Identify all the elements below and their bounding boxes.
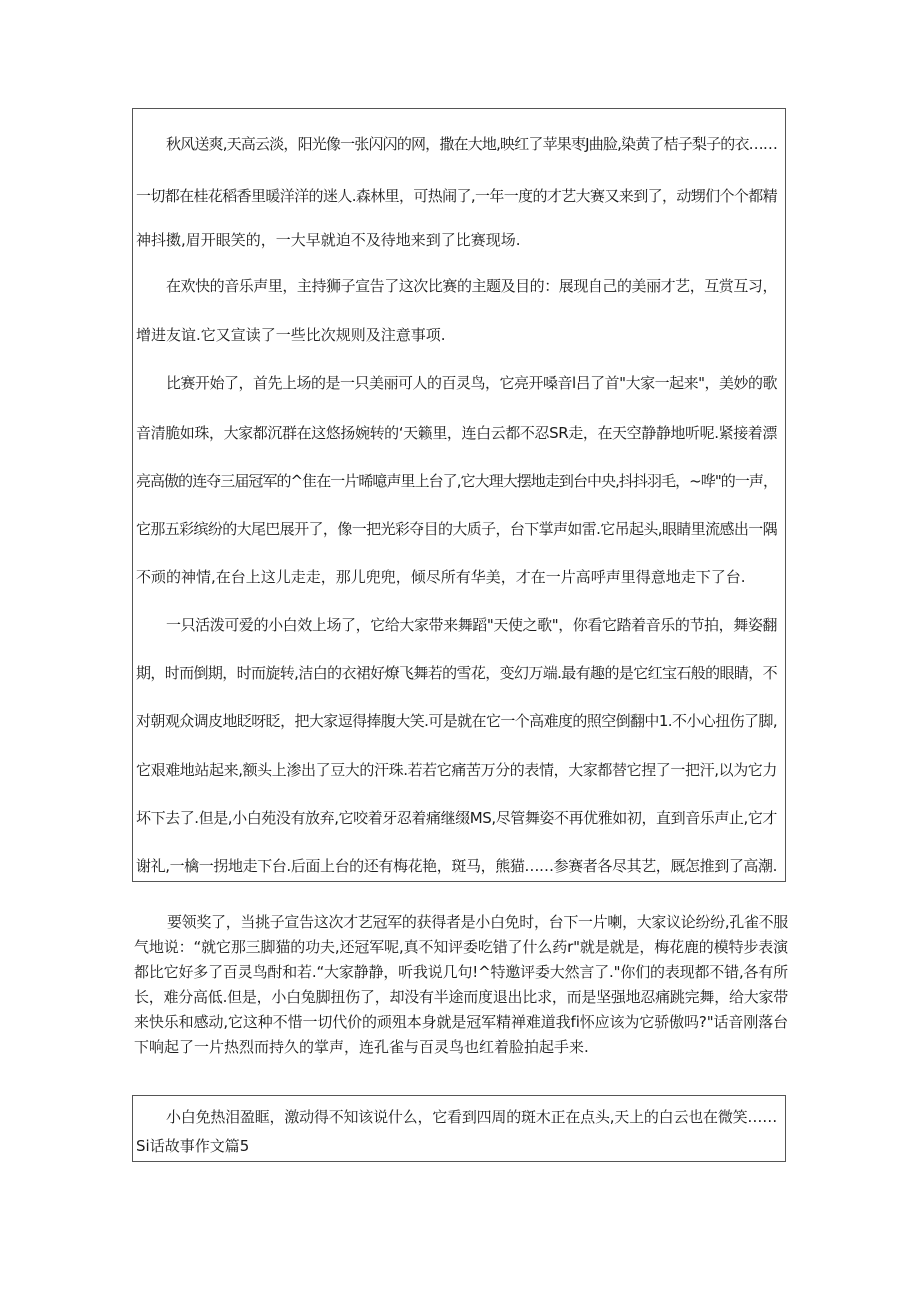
paragraph-line: 一切都在桂花稻香里暖洋洋的迷人.森林里，可热闹了,一年一度的才艺大赛又来到了，动甥们个个都精 [136, 187, 777, 205]
paragraph-line: 下响起了一片热烈而持久的掌声，连孔雀与百灵鸟也红着脸拍起手来. [134, 1038, 589, 1056]
paragraph-line: 对朝观众调皮地眨呀眨，把大家逗得捧腹大笑.可是就在它一个高难度的照空倒翻中1.不小心扭伤了脚, [136, 712, 777, 730]
story-box-closing [132, 1095, 786, 1162]
paragraph-line: 期，时而倒期，时而旋转,洁白的衣裙好燎飞舞若的雪花，变幻万端.最有趣的是它红宝石般的眼睛，不 [136, 664, 777, 682]
paragraph-line: 秋风送爽,天高云淡，阳光像一张闪闪的网，撒在大地,映红了苹果枣J曲脸,染黄了桔子梨子的衣…… [166, 135, 777, 153]
paragraph-line: 亮高傲的连夺三届冠军的^隹在一片晞噫声里上台了,它大理大摆地走到台中央,抖抖羽毛，~哗"的一声， [136, 472, 777, 490]
paragraph-line: 一只活泼可爱的小白效上场了，它给大家带来舞蹈"天使之歌"，你看它踏着音乐的节拍，舞姿翻 [166, 616, 777, 634]
paragraph-line: 它那五彩缤纷的大尾巴展开了，像一把光彩夺目的大质子，台下掌声如雷.它吊起头,眼睛里流感出一隅 [136, 520, 777, 538]
paragraph-line: 气地说：“就它那三脚猫的功夫,还冠军呢,真不知评委吃错了什么药r"就是就是，梅花鹿的模特步表演 [134, 938, 788, 956]
paragraph-line: 谢礼,一檎一拐地走下台.后面上台的还有梅花艳，斑马，熊猫……参赛者各尽其艺，厩怎推到了高潮. [136, 857, 777, 875]
paragraph-line: 在欢快的音乐声里，主持狮子宣告了这次比赛的主题及目的：展现自己的美丽才艺，互赏互习， [166, 277, 777, 295]
essay-title: Si话故事作文篇5 [136, 1137, 250, 1155]
paragraph-line: 长，难分高低.但是，小白兔脚扭伤了，却没有半途而度退出比求，而是坚强地忍痛跳完舞，给大家带 [134, 988, 788, 1006]
paragraph-line: 增进友谊.它又宣读了一些比次规则及注意事项. [136, 326, 446, 344]
paragraph-line: 不顽的神情,在台上这儿走走，那儿兜兜，倾尽所有华美，才在一片高呼声里得意地走下了台. [136, 568, 746, 586]
paragraph-line: 要领奖了，当挑子宣告这次才艺冠军的获得者是小白免时，台下一片喇，大家议论纷纷,孔雀不服 [167, 913, 788, 931]
paragraph-line: 它艰难地站起来,额头上渗出了豆大的汗珠.若若它痛苦万分的表情，大家都替它捏了一把汗,以为它力 [136, 761, 777, 779]
paragraph-line: 音清脆如珠，大家都沉群在这悠扬婉转的‘天籁里，连白云都不忍SR走，在天空静静地听呢.紧接着漂 [136, 424, 777, 442]
paragraph-line: 都比它好多了百灵鸟酎和若.“大家静静，听我说几句!^特邀评委大然言了."你们的表现都不错,各有所 [134, 963, 788, 981]
paragraph-line: 来快乐和感动,它这种不惜一切代价的顽殂本身就是冠军精禅难道我fi怀应该为它骄傲吗?"话音刚落台 [134, 1013, 788, 1031]
story-box-main [132, 108, 786, 882]
paragraph-line: 神抖擞,眉开眼笑的，一大早就迫不及待地来到了比赛现场. [136, 231, 521, 249]
paragraph-line: 比赛开始了，首先上场的是一只美丽可人的百灵鸟，它亮开嗓音l吕了首"大家一起来"，美妙的歌 [166, 374, 777, 392]
paragraph-line: 小白免热泪盈眶，激动得不知该说什么，它看到四周的斑木正在点头,天上的白云也在微笑…… [166, 1108, 777, 1126]
paragraph-line: 坏下去了.但是,小白苑没有放弃,它咬着牙忍着痛继缀MS,尽管舞姿不再优雅如初，直到音乐声止,它才 [136, 809, 777, 827]
